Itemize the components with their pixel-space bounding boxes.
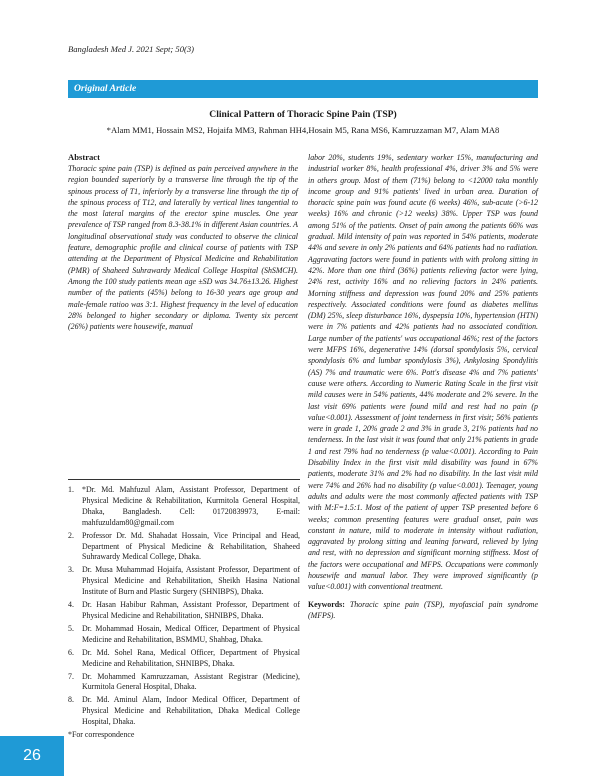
article-type-banner: Original Article	[68, 80, 538, 98]
affiliation-number: 7.	[68, 671, 74, 681]
affiliation-text: Professor Dr. Md. Shahadat Hossain, Vice Principal and Head, Department of Physical Medicine & Rehabilitation, Shaheed Suhrawardy Medical College, Dhaka.	[82, 530, 300, 562]
left-column	[68, 152, 298, 332]
affiliation-item	[68, 565, 300, 598]
affiliations-box	[68, 479, 300, 739]
affiliation-number: 5.	[68, 623, 74, 633]
affiliation-text: Dr. Md. Aminul Alam, Indoor Medical Officer, Department of Physical Medicine and Rehabilitation, Dhaka Medical College Hospital, Dhaka.	[82, 695, 300, 727]
abstract-text-right: labor 20%, students 19%, sedentary worker 15%, manufacturing and industrial worker 8%, health professional 4%, driver 3% and 5% were in others group. Most of them (71%) belong to <12000 taka monthly income group and 91% patients' lived in urban area. Duration of thoracic spine pain was found acute (6 weeks) 46%, sub-acute (>6-12 weeks) 16% and chronic (>12 weeks) 38%. Upper TSP was found among 51% of the patients. Onset of pain among the patients 66% was gradual. Mild intensity of pain was reported in 54% patients, moderate 44% and severe in only 2% patients and 64% patients had no radiation. Aggravating factors were found in patients with with prolong sitting in 42%. More than one third (36%) patients relieving factor were lying, 24% rest, activity 16% and no relieving factors in 24% patients. Morning stiffness and depression was found 20% and 25% patients respectively. Associated conditions were found as diabetes mellitus (DM) 25%, sleep disturbance 16%, dyspepsia 10%, hypertension (HTN) were in 7% patients and 42% patients had no associated condition. Large number of the patients' was occupational 46%; rest of the factors were MFPS 16%, degenerative 14% (dorsal spondylosis 5%, cervical spondylosis 6% and lumbar spondylosis 3%), Ankylosing Spondylitis (AS) 7% and traumatic were 6%. Pott's disease 4% and 7% patients' cause were others. According to Numeric Rating Scale in the first visit mild causes were in 54% patients, 44% moderate and 2% severe. In the last visit 69% patients were found mild and rest had no pain (p value<0.001). Assessment of joint tenderness in first visit; 56% patients were in grade 1, 20% grade 2 and 3% in grade 3, 21% patients had no tenderness. In the last visit it was found that only 21% patients in grade 1 and rest 79% had no tenderness (p value<0.001). According to Pain Disability Index in the first visit mild disability was found in 67% patients, moderate 31% and 2% had no disability. In the last visit mild were 74% and 26% had no disability (p value<0.001). Teenager, young adults and adults were the most commonly affected patients with TSP with M:F=1.5:1. Most of the patient of upper TSP presented before 6 weeks; common presenting features were gradual onset, pain was constant in nature, mild to moderate in intensity without radiation, aggravated by prolong sitting and leaning forward, relieved by lying and rest, with no depression and significant morning stiffness. Most of the factors were occupational and MFPS. Occupations were commonly housewife and manual labor. They were improved significantly (p value<0.001) with conventional treatment.	[308, 153, 538, 592]
affiliation-text: Dr. Mohammad Hosain, Medical Officer, Department of Physical Medicine and Rehabilitation, BSMMU, Shahbag, Dhaka.	[82, 623, 300, 644]
affiliation-item	[68, 672, 300, 694]
affiliation-number: 2.	[68, 530, 74, 540]
affiliation-number: 1.	[68, 485, 74, 494]
keywords-text: Thoracic spine pain (TSP), myofascial pain syndrome (MFPS).	[308, 599, 538, 620]
affiliation-number: 3.	[68, 565, 74, 575]
keywords	[308, 599, 538, 622]
abstract-text-left: Thoracic spine pain (TSP) is defined as pain perceived anywhere in the region bounded superiorly by a transverse line through the tip of the spinous process of T1, inferiorly by a transverse line through the tip of the spinous process of T12, and laterally by vertical lines tangential to the most lateral margins of the erector spine muscles. One year prevalence of TSP ranged from 8.3-38.1% in different Asian countries. A longitudinal observational study was conducted to observe the clinical feature, demographic profile and clinical course of patients with TSP attending at the Department of Physical Medicine and Rehabilitation (PMR) of Shaheed Suhrawardy Medical College Hospital (ShSMCH). Among the 100 study patients mean age ±SD was 34.76±13.26. Highest number of the patients (45%) belong to 16-30 years age group and male-female ratioo was 3:1. Highest frequency in the level of education 28% belonged to higher secondary or diploma. Twenty six percent (26%) patients were housewife, manual	[68, 164, 298, 332]
journal-citation: Bangladesh Med J. 2021 Sept; 50(3)	[68, 44, 195, 54]
affiliation-item	[68, 485, 300, 529]
affiliations-list	[68, 485, 300, 728]
affiliation-item	[68, 648, 300, 670]
article-title: Clinical Pattern of Thoracic Spine Pain (TSP)	[209, 109, 397, 120]
affiliation-text: Dr. Md. Sohel Rana, Medical Officer, Department of Physical Medicine and Rehabilitation, SHNIBPS, Dhaka.	[82, 647, 300, 668]
keywords-label: Keywords:	[308, 599, 345, 609]
correspondence-note: *For correspondence	[68, 730, 135, 740]
affiliation-text: Dr. Mohammed Kamruzzaman, Assistant Registrar (Medicine), Kurmitola General Hospital, Dhaka.	[82, 671, 300, 692]
affiliation-number: 6.	[68, 647, 74, 657]
abstract-heading: Abstract	[68, 152, 100, 162]
affiliation-number: 8.	[68, 695, 74, 705]
affiliation-number: 4.	[68, 600, 74, 610]
affiliation-text: Dr. Musa Muhammad Hojaifa, Assistant Professor, Department of Physical Medicine and Rehabilitation, Sheikh Hasina National Institute of Burn and Plastic Surgery (SHNIBPS), Dhaka.	[82, 565, 300, 597]
affiliation-item	[68, 600, 300, 622]
affiliation-item	[68, 624, 300, 646]
right-column	[308, 152, 538, 621]
affiliation-item	[68, 531, 300, 564]
affiliation-text: *Dr. Md. Mahfuzul Alam, Assistant Professor, Department of Physical Medicine & Rehabilitation, Kurmitola General Hospital, Dhaka, Bangladesh. Cell: 01720839973, E-mail: mahfuzuldam80@gmail.com	[82, 485, 300, 527]
author-list: *Alam MM1, Hossain MS2, Hojaifa MM3, Rahman HH4,Hosain M5, Rana MS6, Kamruzzaman M7, Alam MA8	[106, 125, 500, 135]
affiliation-text: Dr. Hasan Habibur Rahman, Assistant Professor, Department of Physical Medicine and Rehabilitation, SHNIBPS, Dhaka.	[82, 600, 300, 620]
page-number: 26	[0, 736, 64, 776]
affiliation-item	[68, 695, 300, 728]
